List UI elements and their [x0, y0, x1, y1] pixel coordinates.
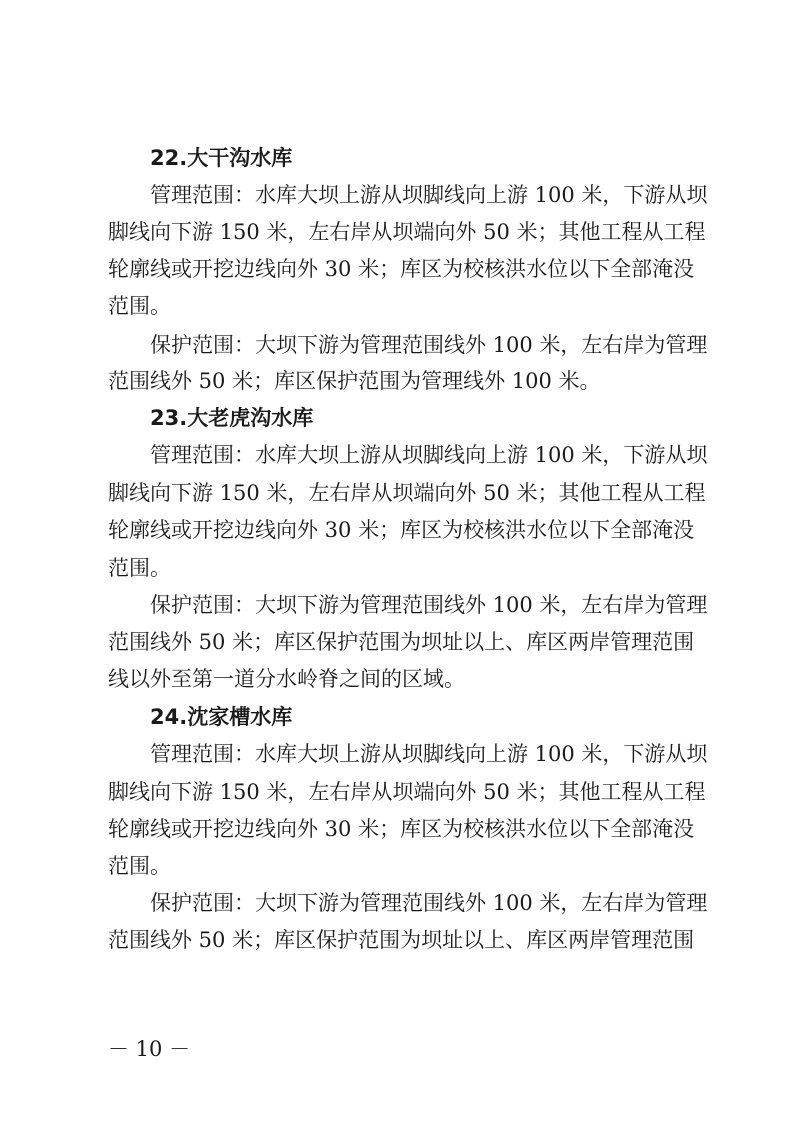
paragraph-line: 范围线外 50 米；库区保护范围为管理线外 100 米。 — [108, 369, 601, 393]
paragraph-line: 轮廓线或开挖边线向外 30 米；库区为校核洪水位以下全部淹没 — [108, 817, 695, 841]
page-number: － 10 － — [108, 1037, 191, 1061]
paragraph-line: 轮廓线或开挖边线向外 30 米；库区为校核洪水位以下全部淹没 — [108, 518, 695, 542]
section-heading: 22.大干沟水库 — [150, 146, 293, 170]
paragraph-line: 保护范围：大坝下游为管理范围线外 100 米，左右岸为管理 — [150, 333, 708, 357]
paragraph-line: 范围。 — [108, 854, 171, 878]
paragraph-line: 范围线外 50 米；库区保护范围为坝址以上、库区两岸管理范围 — [108, 630, 695, 654]
paragraph-line: 范围线外 50 米；库区保护范围为坝址以上、库区两岸管理范围 — [108, 928, 695, 952]
paragraph-line: 脚线向下游 150 米，左右岸从坝端向外 50 米；其他工程从工程 — [108, 220, 706, 244]
paragraph-line: 管理范围：水库大坝上游从坝脚线向上游 100 米，下游从坝 — [150, 742, 708, 766]
paragraph-line: 保护范围：大坝下游为管理范围线外 100 米，左右岸为管理 — [150, 593, 708, 617]
paragraph-line: 线以外至第一道分水岭脊之间的区域。 — [108, 667, 465, 691]
paragraph-line: 轮廓线或开挖边线向外 30 米；库区为校核洪水位以下全部淹没 — [108, 257, 695, 281]
paragraph-line: 脚线向下游 150 米，左右岸从坝端向外 50 米；其他工程从工程 — [108, 481, 706, 505]
paragraph-line: 管理范围：水库大坝上游从坝脚线向上游 100 米，下游从坝 — [150, 443, 708, 467]
paragraph-line: 范围。 — [108, 294, 171, 318]
section-heading: 23.大老虎沟水库 — [150, 406, 314, 430]
paragraph-line: 脚线向下游 150 米，左右岸从坝端向外 50 米；其他工程从工程 — [108, 780, 706, 804]
section-heading: 24.沈家槽水库 — [150, 705, 293, 729]
paragraph-line: 保护范围：大坝下游为管理范围线外 100 米，左右岸为管理 — [150, 891, 708, 915]
paragraph-line: 管理范围：水库大坝上游从坝脚线向上游 100 米，下游从坝 — [150, 183, 708, 207]
paragraph-line: 范围。 — [108, 556, 171, 580]
